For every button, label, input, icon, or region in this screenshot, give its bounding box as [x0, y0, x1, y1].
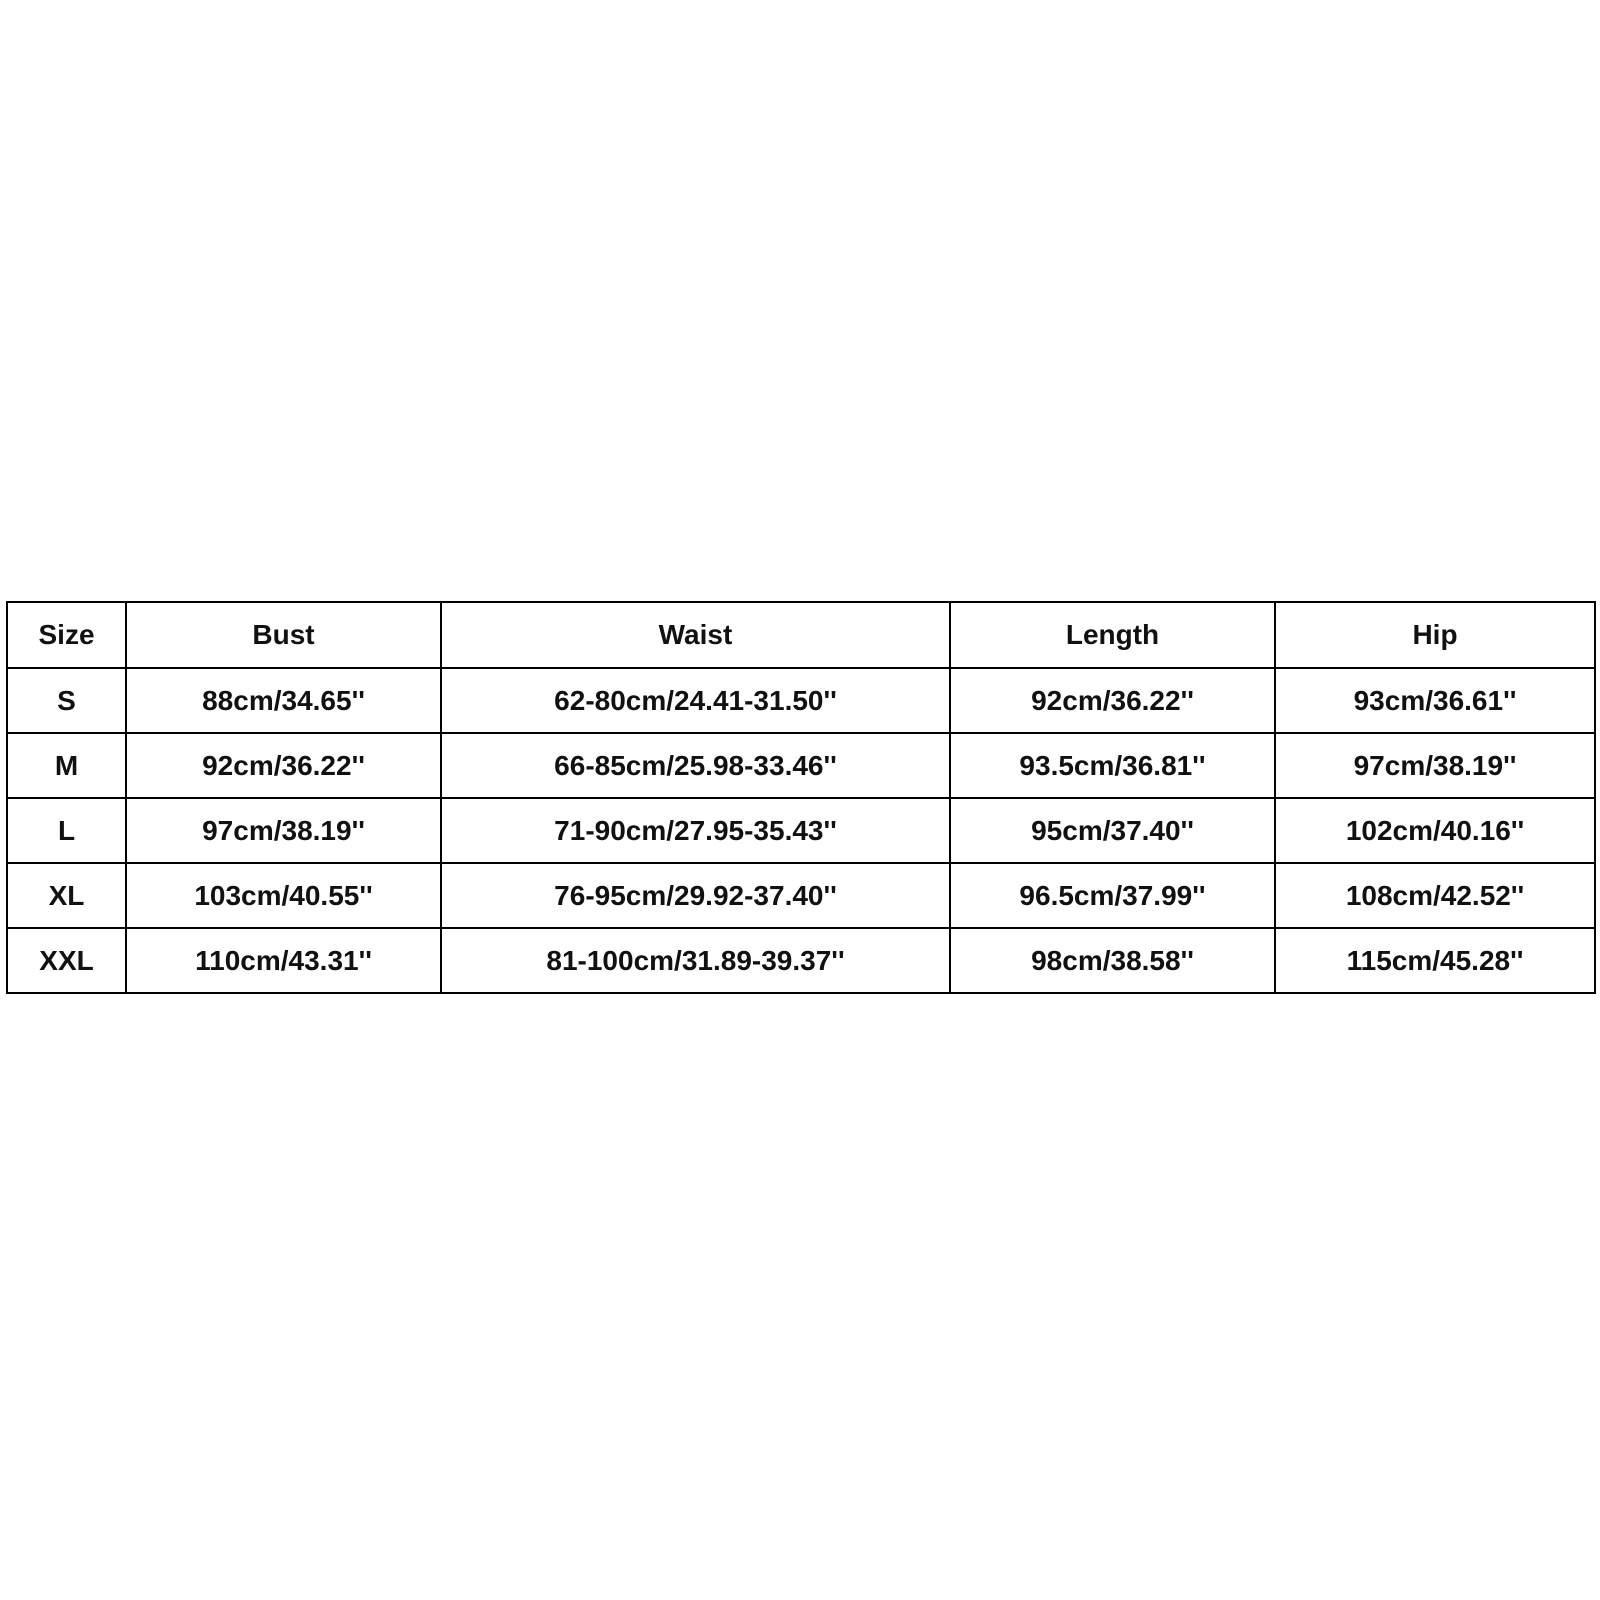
- cell-size: L: [7, 798, 126, 863]
- table-row: [7, 733, 1595, 798]
- cell-length: 95cm/37.40'': [950, 798, 1275, 863]
- cell-waist: 66-85cm/25.98-33.46'': [441, 733, 950, 798]
- cell-hip: 102cm/40.16'': [1275, 798, 1595, 863]
- header-length: Length: [950, 602, 1275, 668]
- header-bust: Bust: [126, 602, 441, 668]
- size-chart-table: [6, 601, 1596, 994]
- table-row: [7, 798, 1595, 863]
- table-header-row: [7, 602, 1595, 668]
- cell-waist: 62-80cm/24.41-31.50'': [441, 668, 950, 733]
- cell-hip: 115cm/45.28'': [1275, 928, 1595, 993]
- cell-hip: 97cm/38.19'': [1275, 733, 1595, 798]
- header-waist: Waist: [441, 602, 950, 668]
- cell-waist: 71-90cm/27.95-35.43'': [441, 798, 950, 863]
- cell-bust: 92cm/36.22'': [126, 733, 441, 798]
- cell-length: 93.5cm/36.81'': [950, 733, 1275, 798]
- cell-bust: 110cm/43.31'': [126, 928, 441, 993]
- cell-hip: 93cm/36.61'': [1275, 668, 1595, 733]
- cell-bust: 103cm/40.55'': [126, 863, 441, 928]
- table-row: [7, 928, 1595, 993]
- cell-length: 96.5cm/37.99'': [950, 863, 1275, 928]
- cell-waist: 81-100cm/31.89-39.37'': [441, 928, 950, 993]
- cell-size: XL: [7, 863, 126, 928]
- cell-hip: 108cm/42.52'': [1275, 863, 1595, 928]
- cell-size: M: [7, 733, 126, 798]
- table-row: [7, 863, 1595, 928]
- header-hip: Hip: [1275, 602, 1595, 668]
- table-row: [7, 668, 1595, 733]
- cell-size: S: [7, 668, 126, 733]
- cell-waist: 76-95cm/29.92-37.40'': [441, 863, 950, 928]
- cell-bust: 97cm/38.19'': [126, 798, 441, 863]
- cell-length: 92cm/36.22'': [950, 668, 1275, 733]
- header-size: Size: [7, 602, 126, 668]
- cell-length: 98cm/38.58'': [950, 928, 1275, 993]
- cell-bust: 88cm/34.65'': [126, 668, 441, 733]
- cell-size: XXL: [7, 928, 126, 993]
